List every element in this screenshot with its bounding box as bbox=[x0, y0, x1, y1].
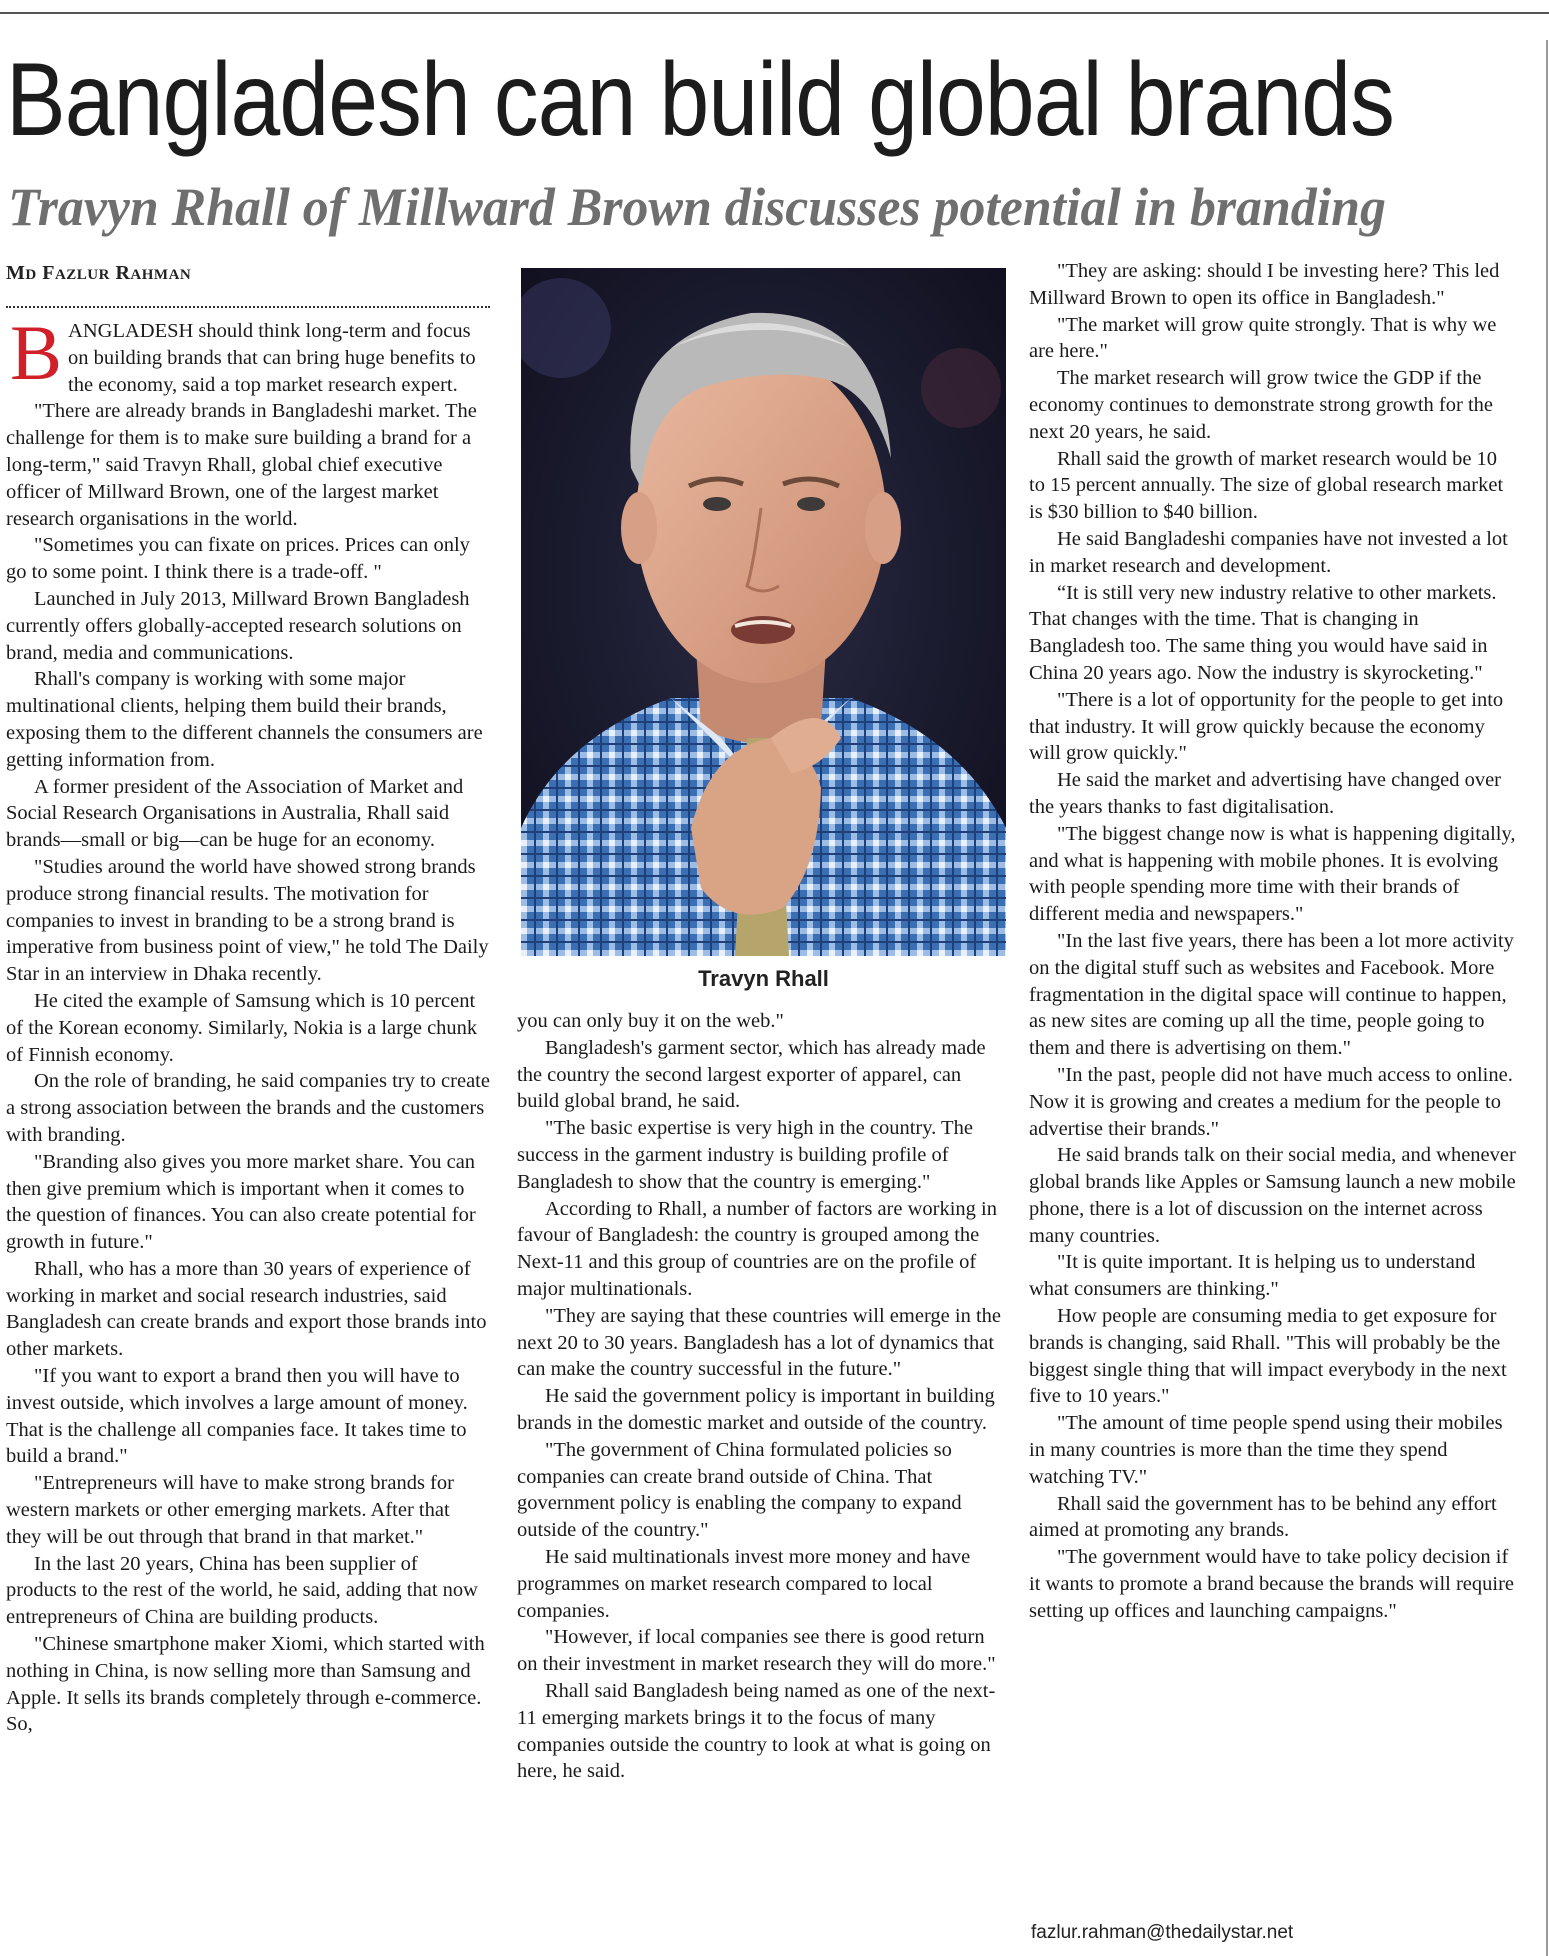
body-paragraph: "The biggest change now is what is happening digitally, and what is happening with mobile phones. It is evolving with people spending more time with their brands of different media and newspapers." bbox=[1029, 822, 1516, 926]
body-paragraph: He cited the example of Samsung which is 10 percent of the Korean economy. Similarly, Nokia is a large chunk of Finnish economy. bbox=[6, 989, 478, 1066]
body-paragraph: Launched in July 2013, Millward Brown Bangladesh currently offers globally-accepted research solutions on brand, media and communications. bbox=[6, 587, 470, 664]
body-paragraph: "There are already brands in Bangladeshi market. The challenge for them is to make sure building a brand for a long-term," said Travyn Rhall, global chief executive officer of Millward Brown, one of the largest market research organisations in the world. bbox=[6, 400, 477, 530]
body-paragraph: On the role of branding, he said companies try to create a strong association between the brands and the customers with branding. bbox=[6, 1070, 490, 1146]
column-3-body bbox=[1029, 258, 1517, 1625]
body-paragraph: "Entrepreneurs will have to make strong brands for western markets or other emerging markets. After that they will be out through that brand in that market." bbox=[6, 1472, 454, 1548]
body-paragraph: How people are consuming media to get exposure for brands is changing, said Rhall. "This will probably be the biggest single thing that will impact everybody in the next five to 10 years." bbox=[1029, 1305, 1507, 1408]
body-paragraph: "However, if local companies see there is good return on their investment in market research they will do more." bbox=[517, 1626, 996, 1676]
drop-cap: B bbox=[10, 309, 63, 396]
body-paragraph: "The government would have to take policy decision if it wants to promote a brand because the brands will require setting up offices and launching campaigns." bbox=[1029, 1546, 1515, 1622]
column-2-continuation: you can only buy it on the web." bbox=[517, 1010, 784, 1032]
headline: Bangladesh can build global brands bbox=[6, 42, 1394, 158]
body-paragraph: "It is quite important. It is helping us to understand what consumers are thinking." bbox=[1029, 1251, 1476, 1301]
byline: MD FAZLUR RAHMAN bbox=[6, 262, 192, 284]
body-paragraph: A former president of the Association of Market and Social Research Organisations in Australia, Rhall said brands—small or big—can be huge for an economy. bbox=[6, 775, 464, 852]
photo-caption: Travyn Rhall bbox=[698, 966, 829, 991]
body-paragraph: "The government of China formulated policies so companies can create brand outside of China. That government policy is enabling the company to expand outside of the country." bbox=[517, 1438, 962, 1542]
body-paragraph: "Sometimes you can fixate on prices. Prices can only go to some point. I think there is a trade-off. " bbox=[6, 534, 470, 584]
column-3 bbox=[1029, 258, 1517, 1625]
body-paragraph: "Studies around the world have showed strong brands produce strong financial results. The motivation for companies to invest in branding to be a strong brand is imperative from business point of view," he told The Daily Star in an interview in Dhaka recently. bbox=[6, 855, 489, 986]
body-paragraph: Rhall's company is working with some major multinational clients, helping them build their brands, exposing them to the different channels the consumers are getting information from. bbox=[6, 668, 483, 771]
body-paragraph: “It is still very new industry relative to other markets. That changes with the time. That is changing in Bangladesh too. The same thing you would have said in China 20 years ago. Now the industry is skyrocketing." bbox=[1029, 581, 1497, 684]
body-paragraph: "They are saying that these countries will emerge in the next 20 to 30 years. Bangladesh has a lot of dynamics that can make the country successful in the future." bbox=[517, 1304, 1001, 1381]
body-paragraph: "The market will grow quite strongly. That is why we are here." bbox=[1029, 313, 1497, 363]
body-paragraph: "There is a lot of opportunity for the people to get into that industry. It will grow quickly because the economy will grow quickly." bbox=[1029, 688, 1504, 765]
body-paragraph: In the last 20 years, China has been supplier of products to the rest of the world, he said, adding that now entrepreneurs of China are building products. bbox=[6, 1552, 478, 1629]
byline-divider bbox=[6, 306, 490, 308]
subheadline: Travyn Rhall of Millward Brown discusses potential in branding bbox=[8, 177, 1386, 237]
portrait-photo bbox=[521, 268, 1006, 956]
body-paragraph: "The basic expertise is very high in the country. The success in the garment industry is building profile of Bangladesh to show that the country is emerging." bbox=[517, 1117, 973, 1193]
column-rule bbox=[1546, 40, 1548, 1956]
body-paragraph: "In the past, people did not have much access to online. Now it is growing and creates a medium for the people to advertise their brands." bbox=[1029, 1063, 1513, 1140]
body-paragraph: He said Bangladeshi companies have not invested a lot in market research and development. bbox=[1029, 527, 1508, 577]
body-paragraph: He said multinationals invest more money and have programmes on market research compared to local companies. bbox=[517, 1545, 971, 1622]
body-paragraph: "The amount of time people spend using their mobiles in many countries is more than the time they spend watching TV." bbox=[1029, 1412, 1503, 1488]
body-paragraph: "Chinese smartphone maker Xiomi, which started with nothing in China, is now selling more than Samsung and Apple. It sells its brands completely through e-commerce. So, bbox=[6, 1633, 485, 1736]
body-paragraph: According to Rhall, a number of factors are working in favour of Bangladesh: the country is grouped among the Next-11 and this group of countries are on the profile of major multinationals. bbox=[517, 1197, 998, 1300]
body-paragraph: He said the government policy is important in building brands in the domestic market and outside of the country. bbox=[517, 1385, 995, 1434]
body-paragraph: Rhall said the government has to be behind any effort aimed at promoting any brands. bbox=[1029, 1492, 1497, 1542]
body-paragraph: Rhall said Bangladesh being named as one of the next-11 emerging markets brings it to the focus of many companies outside the country to look at what is going on here, he said. bbox=[517, 1679, 996, 1783]
column-1 bbox=[6, 309, 490, 1738]
body-paragraph: The market research will grow twice the GDP if the economy continues to demonstrate strong growth for the next 20 years, he said. bbox=[1029, 367, 1493, 443]
body-paragraph: "They are asking: should I be investing here? This led Millward Brown to open its office in Bangladesh." bbox=[1029, 260, 1500, 309]
column-2 bbox=[517, 1008, 1003, 1785]
lead-paragraph: BANGLADESH should think long-term and focus on building brands that can bring huge benefits to the economy, said a top market research expert. bbox=[10, 309, 476, 396]
body-paragraph: He said brands talk on their social media, and whenever global brands like Apples or Samsung launch a new mobile phone, there is a lot of discussion on the internet across many countries. bbox=[1029, 1144, 1516, 1247]
body-paragraph: Rhall said the growth of market research would be 10 to 15 percent annually. The size of global research market is $30 billion to $40 billion. bbox=[1029, 447, 1504, 524]
author-email[interactable]: fazlur.rahman@thedailystar.net bbox=[1031, 1922, 1294, 1943]
body-paragraph: Rhall, who has a more than 30 years of experience of working in market and social research industries, said Bangladesh can create brands and export those brands into other markets. bbox=[6, 1257, 487, 1361]
column-2-body bbox=[517, 1035, 1003, 1785]
body-paragraph: "Branding also gives you more market share. You can then give premium which is important when it comes to the question of finances. You can also create potential for growth in future." bbox=[6, 1150, 476, 1254]
body-paragraph: "In the last five years, there has been a lot more activity on the digital stuff such as websites and Facebook. More fragmentation in the digital space will continue to happen, as new sites are coming up all the time, people going to them and there is advertising on them." bbox=[1029, 929, 1514, 1060]
top-rule bbox=[0, 12, 1549, 14]
column-1-body bbox=[6, 398, 490, 1738]
body-paragraph: "If you want to export a brand then you will have to invest outside, which involves a large amount of money. That is the challenge all companies face. It takes time to build a brand." bbox=[6, 1365, 468, 1468]
body-paragraph: Bangladesh's garment sector, which has already made the country the second largest exporter of apparel, can build global brand, he said. bbox=[517, 1036, 986, 1113]
body-paragraph: He said the market and advertising have changed over the years thanks to fast digitalisation. bbox=[1029, 769, 1501, 818]
